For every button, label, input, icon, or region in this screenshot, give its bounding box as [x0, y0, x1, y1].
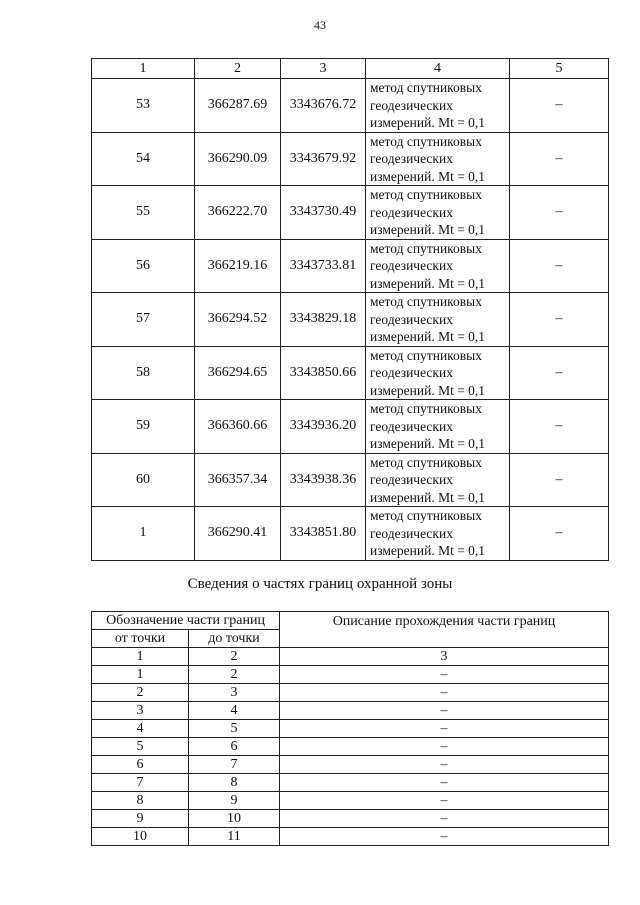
from-point: 4 — [92, 720, 189, 738]
method-line: метод спутниковых — [370, 80, 482, 95]
note-cell: – — [510, 132, 609, 186]
parts-header-row — [92, 612, 609, 630]
part-description: – — [280, 828, 609, 846]
coordinate-row — [92, 79, 609, 133]
part-description: – — [280, 666, 609, 684]
method-line: метод спутниковых — [370, 347, 482, 363]
point-number: 54 — [92, 132, 195, 186]
coord-y: 3343851.80 — [281, 507, 366, 561]
parts-numbers-row — [92, 648, 609, 666]
from-point: 2 — [92, 684, 189, 702]
method-line: измерений. Mt = 0,1 — [370, 222, 486, 237]
point-number: 55 — [92, 186, 195, 240]
coordinates-table — [91, 58, 609, 561]
method-line: метод спутниковых — [370, 454, 482, 470]
coord-x: 366290.41 — [195, 507, 281, 561]
method-description — [366, 507, 510, 561]
to-header: до точки — [189, 630, 280, 648]
method-line: метод спутниковых — [370, 294, 482, 309]
boundary-part-row — [92, 702, 609, 720]
from-point: 1 — [92, 666, 189, 684]
from-header: от точки — [92, 630, 189, 648]
method-line: метод спутниковых — [370, 133, 482, 149]
point-number: 57 — [92, 293, 195, 347]
page-number: 43 — [314, 18, 326, 32]
from-point: 5 — [92, 738, 189, 756]
part-description: – — [280, 774, 609, 792]
coord-y: 3343730.49 — [281, 186, 366, 240]
note-cell: – — [510, 346, 609, 400]
coord-x: 366222.70 — [195, 186, 281, 240]
method-line: геодезических — [370, 365, 453, 380]
method-description — [366, 79, 510, 133]
boundary-part-row — [92, 666, 609, 684]
coord-x: 366357.34 — [195, 453, 281, 507]
method-line: метод спутниковых — [370, 401, 482, 416]
point-number: 60 — [92, 453, 195, 507]
coordinate-row — [92, 346, 609, 400]
coord-x: 366290.09 — [195, 132, 281, 186]
coordinate-row — [92, 186, 609, 240]
coordinate-row — [92, 132, 609, 186]
method-line: геодезических — [370, 525, 453, 541]
header-cell: 1 — [92, 59, 195, 79]
method-description — [366, 453, 510, 507]
method-line: геодезических — [370, 97, 453, 113]
boundary-part-row — [92, 756, 609, 774]
coord-y: 3343936.20 — [281, 400, 366, 454]
boundary-part-row — [92, 720, 609, 738]
point-number: 58 — [92, 346, 195, 400]
method-description — [366, 293, 510, 347]
boundary-part-row — [92, 774, 609, 792]
part-description: – — [280, 810, 609, 828]
coord-x: 366294.52 — [195, 293, 281, 347]
method-description — [366, 132, 510, 186]
to-point: 5 — [189, 720, 280, 738]
to-point: 6 — [189, 738, 280, 756]
note-cell: – — [510, 79, 609, 133]
part-description: – — [280, 720, 609, 738]
note-cell: – — [510, 507, 609, 561]
number-cell: 2 — [189, 648, 280, 666]
method-line: измерений. Mt = 0,1 — [370, 436, 486, 451]
note-cell: – — [510, 239, 609, 293]
coord-x: 366294.65 — [195, 346, 281, 400]
point-number: 59 — [92, 400, 195, 454]
coord-y: 3343679.92 — [281, 132, 366, 186]
from-point: 6 — [92, 756, 189, 774]
from-point: 10 — [92, 828, 189, 846]
note-cell: – — [510, 293, 609, 347]
boundary-parts-table — [91, 611, 609, 846]
header-cell: 3 — [281, 59, 366, 79]
from-point: 7 — [92, 774, 189, 792]
description-header: Описание прохождения части границ — [280, 612, 609, 648]
coordinate-row — [92, 400, 609, 454]
point-number: 56 — [92, 239, 195, 293]
method-line: измерений. Mt = 0,1 — [370, 275, 486, 291]
method-line: метод спутниковых — [370, 240, 482, 256]
from-point: 8 — [92, 792, 189, 810]
coordinate-row — [92, 239, 609, 293]
to-point: 8 — [189, 774, 280, 792]
to-point: 3 — [189, 684, 280, 702]
method-line: измерений. Mt = 0,1 — [370, 329, 486, 344]
to-point: 2 — [189, 666, 280, 684]
header-cell: 2 — [195, 59, 281, 79]
coord-y: 3343676.72 — [281, 79, 366, 133]
boundary-part-row — [92, 684, 609, 702]
method-description — [366, 400, 510, 454]
from-point: 3 — [92, 702, 189, 720]
to-point: 7 — [189, 756, 280, 774]
method-description — [366, 239, 510, 293]
coord-y: 3343938.36 — [281, 453, 366, 507]
method-line: геодезических — [370, 151, 453, 166]
header-cell: 5 — [510, 59, 609, 79]
method-line: измерений. Mt = 0,1 — [370, 168, 486, 184]
coord-y: 3343850.66 — [281, 346, 366, 400]
coord-x: 366360.66 — [195, 400, 281, 454]
method-line: измерений. Mt = 0,1 — [370, 543, 486, 558]
method-line: измерений. Mt = 0,1 — [370, 489, 486, 505]
method-line: измерений. Mt = 0,1 — [370, 115, 486, 130]
method-line: геодезических — [370, 418, 453, 434]
coordinate-row — [92, 453, 609, 507]
note-cell: – — [510, 400, 609, 454]
method-line: геодезических — [370, 472, 453, 487]
method-line: геодезических — [370, 258, 453, 273]
method-line: геодезических — [370, 311, 453, 327]
method-line: геодезических — [370, 204, 453, 220]
note-cell: – — [510, 186, 609, 240]
to-point: 4 — [189, 702, 280, 720]
header-cell: 4 — [366, 59, 510, 79]
coordinate-row — [92, 293, 609, 347]
part-description: – — [280, 684, 609, 702]
part-description: – — [280, 792, 609, 810]
to-point: 11 — [189, 828, 280, 846]
point-number: 53 — [92, 79, 195, 133]
part-description: – — [280, 738, 609, 756]
part-description: – — [280, 702, 609, 720]
part-description: – — [280, 756, 609, 774]
coordinates-header-row — [92, 59, 609, 79]
point-number: 1 — [92, 507, 195, 561]
coord-y: 3343733.81 — [281, 239, 366, 293]
coord-x: 366287.69 — [195, 79, 281, 133]
boundary-part-row — [92, 810, 609, 828]
boundary-part-row — [92, 738, 609, 756]
method-description — [366, 186, 510, 240]
boundary-part-row — [92, 828, 609, 846]
method-line: измерений. Mt = 0,1 — [370, 382, 486, 398]
group-header: Обозначение части границ — [92, 612, 280, 630]
coordinate-row — [92, 507, 609, 561]
number-cell: 3 — [280, 648, 609, 666]
coord-y: 3343829.18 — [281, 293, 366, 347]
section-title: Сведения о частях границ охранной зоны — [187, 576, 453, 592]
method-line: метод спутниковых — [370, 187, 482, 202]
note-cell: – — [510, 453, 609, 507]
boundary-part-row — [92, 792, 609, 810]
to-point: 9 — [189, 792, 280, 810]
from-point: 9 — [92, 810, 189, 828]
coord-x: 366219.16 — [195, 239, 281, 293]
method-line: метод спутниковых — [370, 508, 482, 523]
number-cell: 1 — [92, 648, 189, 666]
method-description — [366, 346, 510, 400]
to-point: 10 — [189, 810, 280, 828]
